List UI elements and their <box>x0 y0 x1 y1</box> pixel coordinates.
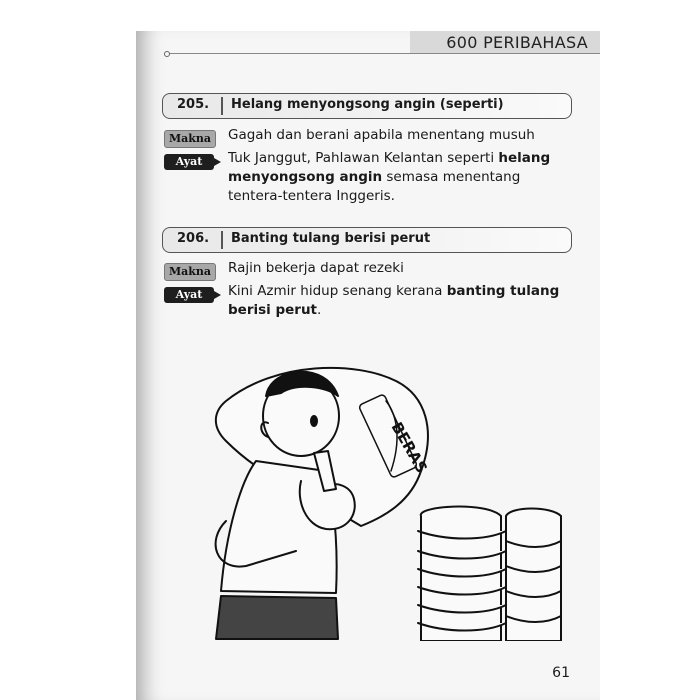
stacked-rice-sacks <box>418 507 561 641</box>
header-rule <box>168 53 600 54</box>
ayat-text-proverb: banting tulang berisi perut <box>228 283 560 318</box>
makna-text: Gagah dan berani apabila menentang musuh <box>228 127 535 143</box>
ayat-text-after: semasa menentang tentera-tentera Inggeris. <box>228 169 521 204</box>
entry-number: 206. <box>177 231 210 246</box>
book-page <box>136 31 600 700</box>
ayat-text <box>228 282 570 320</box>
ayat-text <box>228 149 570 206</box>
entry-phrase: Banting tulang berisi perut <box>231 231 431 246</box>
entry-divider <box>221 97 223 115</box>
entry-divider <box>221 231 223 249</box>
ayat-text-proverb: helang menyongsong angin <box>228 150 551 185</box>
makna-text: Rajin bekerja dapat rezeki <box>228 260 404 276</box>
man-carrying-rice-sack-illustration <box>186 341 566 641</box>
entry-phrase: Helang menyongsong angin (seperti) <box>231 97 504 112</box>
sack-label: BERAS <box>387 419 431 477</box>
entry-number: 205. <box>177 97 210 112</box>
page-header-title: 600 PERIBAHASA <box>446 33 588 52</box>
makna-label: Makna <box>164 263 216 281</box>
entry-heading-206 <box>162 227 572 253</box>
entry-heading-205 <box>162 93 572 119</box>
ayat-text-before: Tuk Janggut, Pahlawan Kelantan seperti <box>228 150 499 166</box>
makna-label: Makna <box>164 130 216 148</box>
ayat-label: Ayat <box>164 287 214 303</box>
header-rule-dot <box>164 51 170 57</box>
ayat-label: Ayat <box>164 154 214 170</box>
page-number: 61 <box>552 665 570 681</box>
man-shorts <box>216 596 338 639</box>
ayat-text-after: . <box>317 302 322 318</box>
ayat-text-before: Kini Azmir hidup senang kerana <box>228 283 447 299</box>
